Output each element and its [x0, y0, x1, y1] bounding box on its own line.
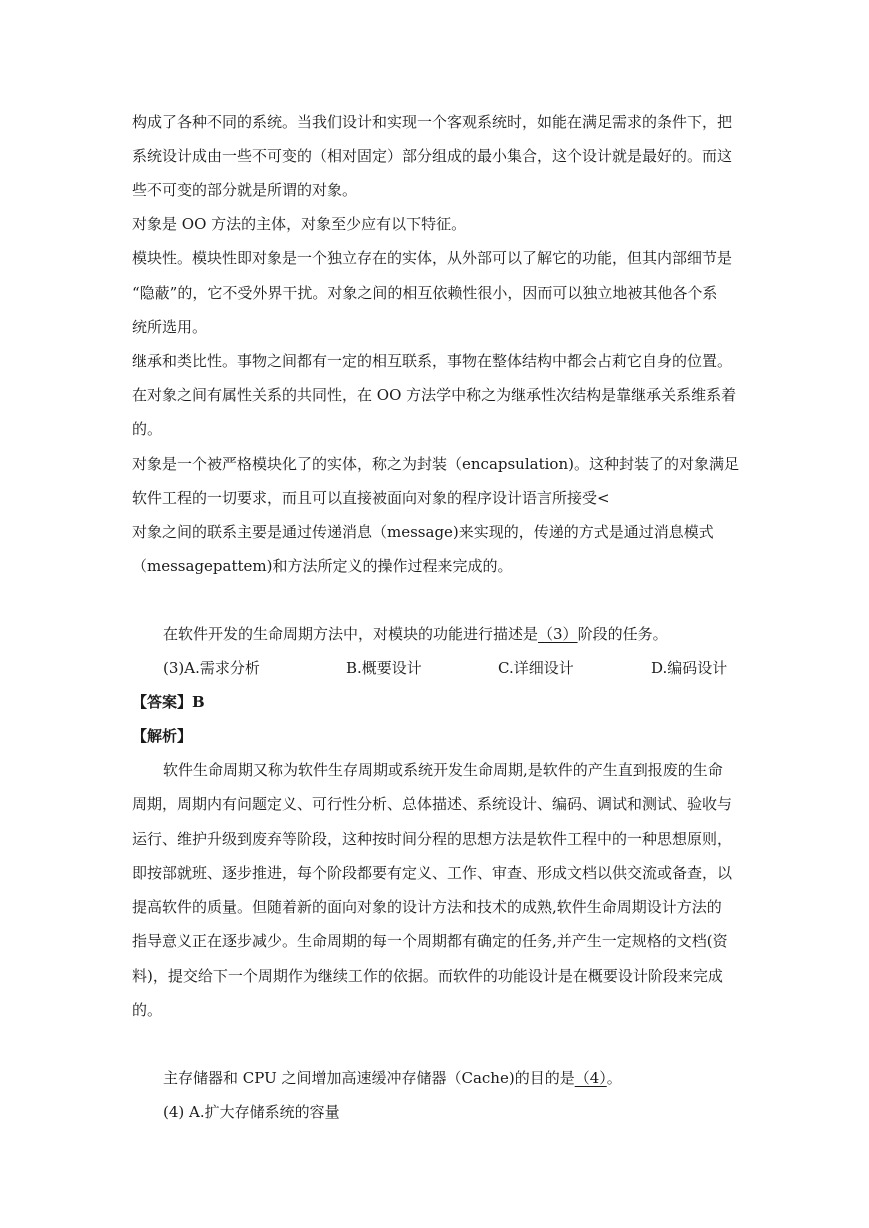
- option-b: B.概要设计: [346, 659, 422, 677]
- question-stem-text: 阶段的任务。: [577, 625, 668, 643]
- paragraph-line: “隐蔽”的，它不受外界干扰。对象之间的相互依赖性很小，因而可以独立地被其他各个系: [132, 284, 718, 302]
- paragraph-line: 对象是一个被严格模块化了的实体，称之为封装（encapsulation)。这种封装了的对象满足: [132, 455, 739, 473]
- paragraph-line: 对象是 OO 方法的主体，对象至少应有以下特征。: [132, 215, 467, 233]
- paragraph-line: 对象之间的联系主要是通过传递消息（message)来实现的，传递的方式是通过消息模式: [132, 523, 714, 541]
- option-d: D.编码设计: [651, 659, 728, 677]
- answer-label: 【答案】: [132, 693, 193, 711]
- analysis-line: 指导意义正在逐步减少。生命周期的每一个周期都有确定的任务,并产生一定规格的文档(资: [132, 932, 728, 950]
- question-4-stem: [163, 1068, 622, 1088]
- paragraph-line: 系统设计成由一些不可变的（相对固定）部分组成的最小集合，这个设计就是最好的。而这: [132, 147, 733, 165]
- answer-line: [132, 692, 205, 712]
- question-stem-text: 在软件开发的生命周期方法中，对模块的功能进行描述是: [163, 625, 539, 643]
- paragraph-line: 继承和类比性。事物之间都有一定的相互联系，事物在整体结构中都会占莉它自身的位置。: [132, 352, 733, 370]
- paragraph-line: （messagepattem)和方法所定义的操作过程来完成的。: [132, 557, 513, 575]
- analysis-label: 【解析】: [132, 727, 193, 745]
- paragraph-line: 在对象之间有属性关系的共同性，在 OO 方法学中称之为继承性次结构是靠继承关系维系着: [132, 386, 737, 404]
- analysis-line: 周期，周期内有问题定义、可行性分析、总体描述、系统设计、编码、调试和测试、验收与: [132, 795, 733, 813]
- option-c: C.详细设计: [498, 659, 574, 677]
- option-a: (3)A.需求分析: [163, 659, 260, 677]
- paragraph-line: 统所选用。: [132, 318, 208, 336]
- paragraph-line: 的。: [132, 420, 163, 438]
- paragraph-line: 些不可变的部分就是所谓的对象。: [132, 181, 358, 199]
- question-stem-text: 。: [606, 1069, 622, 1087]
- paragraph-line: 模块性。模块性即对象是一个独立存在的实体，从外部可以了解它的功能，但其内部细节是: [132, 249, 733, 267]
- question-stem-text: 主存储器和 CPU 之间增加高速缓冲存储器（Cache)的目的是: [163, 1069, 575, 1087]
- question-blank: （3）: [538, 625, 578, 643]
- analysis-line: 的。: [132, 1001, 163, 1019]
- analysis-line: 即按部就班、逐步推进，每个阶段都要有定义、工作、审查、形成文档以供交流或备查，以: [132, 864, 733, 882]
- analysis-line: 软件生命周期又称为软件生存周期或系统开发生命周期,是软件的产生直到报废的生命: [163, 761, 723, 779]
- question-3-stem: [163, 624, 668, 644]
- answer-value: B: [192, 693, 205, 711]
- question-blank: （4）: [574, 1069, 607, 1087]
- analysis-line: 提高软件的质量。但随着新的面向对象的设计方法和技术的成熟,软件生命周期设计方法的: [132, 898, 722, 916]
- analysis-line: 运行、维护升级到废弃等阶段，这种按时间分程的思想方法是软件工程中的一种思想原则，: [132, 830, 733, 848]
- paragraph-line: 软件工程的一切要求，而且可以直接被面向对象的程序设计语言所接受<: [132, 489, 610, 507]
- paragraph-line: 构成了各种不同的系统。当我们设计和实现一个客观系统时，如能在满足需求的条件下，把: [132, 113, 733, 131]
- analysis-line: 料)，提交给下一个周期作为继续工作的依据。而软件的功能设计是在概要设计阶段来完成: [132, 967, 723, 985]
- option-a: (4) A.扩大存储系统的容量: [163, 1103, 340, 1121]
